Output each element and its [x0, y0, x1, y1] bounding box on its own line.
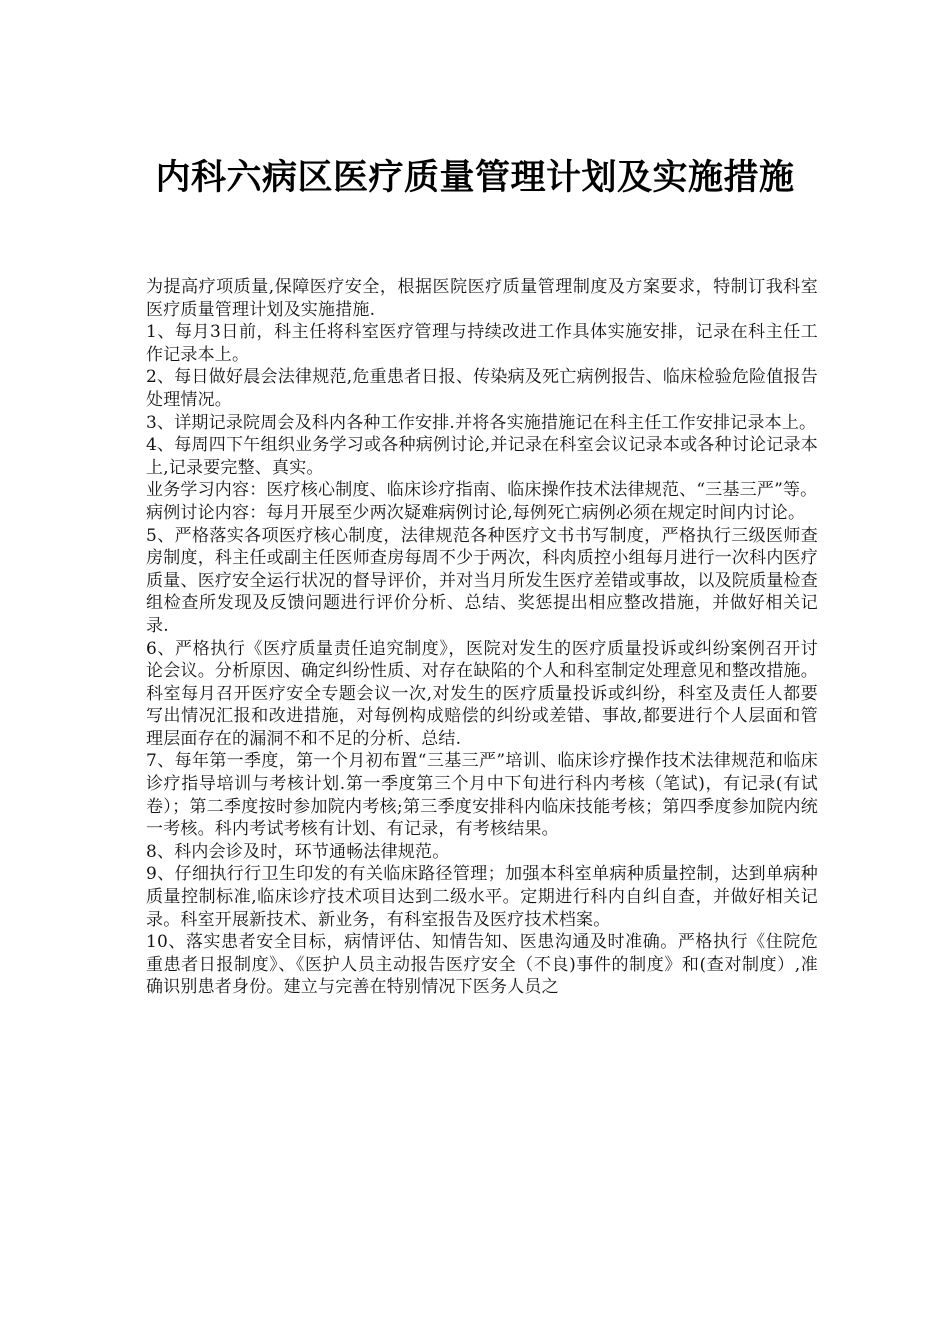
paragraph-item-4: 4、每周四下午组织业务学习或各种病例讨论,并记录在科室会议记录本或各种讨论记录本上,记录要完整、真实。 — [146, 435, 818, 478]
paragraph-item-7: 7、每年第一季度，第一个月初布置“三基三严”培训、临床诊疗操作技术法律规范和临床诊疗指导培训与考核计划.第一季度第三个月中下旬进行科内考核（笔试)，有记录(有试卷）；第二季度按时参加院内考核;第三季度安排科内临床技能考核；第四季度参加院内统一考核。科内考试考核有计划、有记录，有考核结果。 — [146, 751, 818, 840]
paragraph-item-8: 8、科内会诊及时，环节通畅法律规范。 — [146, 841, 450, 862]
paragraph-item-5: 5、严格落实各项医疗核心制度，法律规范各种医疗文书书写制度，严格执行三级医师查房制度，科主任或副主任医师查房每周不少于两次，科肉质控小组每月进行一次科内医疗质量、医疗安全运行状况的督导评价，并对当月所发生医疗差错或事故，以及院质量检查组检查所发现及反馈问题进行评价分析、总结、奖惩提出相应整改措施，并做好相关记录. — [146, 525, 818, 636]
paragraph-intro: 为提高疗项质量,保障医疗安全，根据医院医疗质量管理制度及方案要求，特制订我科室医疗质量管理计划及实施措施. — [146, 277, 818, 320]
paragraph-item-2: 2、每日做好晨会法律规范,危重患者日报、传染病及死亡病例报告、临床检验危险值报告处理情况。 — [146, 367, 818, 410]
paragraph-item-10: 10、落实患者安全目标，病情评估、知情告知、医患沟通及时准确。严格执行《住院危重患者日报制度》、《医护人员主动报告医疗安全（不良)事件的制度》和(查对制度）,准确识别患者身份。建立与完善在特别情况下医务人员之 — [146, 932, 818, 998]
paragraph-item-6: 6、严格执行《医疗质量责任追究制度》，医院对发生的医疗质量投诉或纠纷案例召开讨论会议。分析原因、确定纠纷性质、对存在缺陷的个人和科室制定处理意见和整改措施。科室每月召开医疗安全专题会议一次,对发生的医疗质量投诉或纠纷，科室及责任人都要写出情况汇报和改进措施，对每例构成赔偿的纠纷或差错、事故,都要进行个人层面和管理层面存在的漏洞不和不足的分析、总结. — [146, 638, 818, 749]
paragraph-item-3: 3、详期记录院周会及科内各种工作安排.并将各实施措施记在科主任工作安排记录本上。 — [146, 412, 817, 433]
paragraph-study-content: 业务学习内容：医疗核心制度、临床诊疗指南、临床操作技术法律规范、“三基三严”等。 — [146, 480, 818, 501]
document-body — [146, 276, 818, 999]
paragraph-item-1: 1、每月3日前，科主任将科室医疗管理与持续改进工作具体实施安排，记录在科主任工作记录本上。 — [146, 322, 818, 365]
page-title: 内科六病区医疗质量管理计划及实施措施 — [155, 158, 795, 198]
paragraph-case-discussion: 病例讨论内容：每月开展至少两次疑难病例讨论,每例死亡病例必须在规定时间内讨论。 — [146, 502, 806, 523]
paragraph-item-9: 9、仔细执行行卫生印发的有关临床路径管理；加强本科室单病种质量控制，达到单病种质量控制标准,临床诊疗技术项目达到二级水平。定期进行科内自纠自查，并做好相关记录。科室开展新技术、新业务，有科室报告及医疗技术档案。 — [146, 864, 818, 930]
